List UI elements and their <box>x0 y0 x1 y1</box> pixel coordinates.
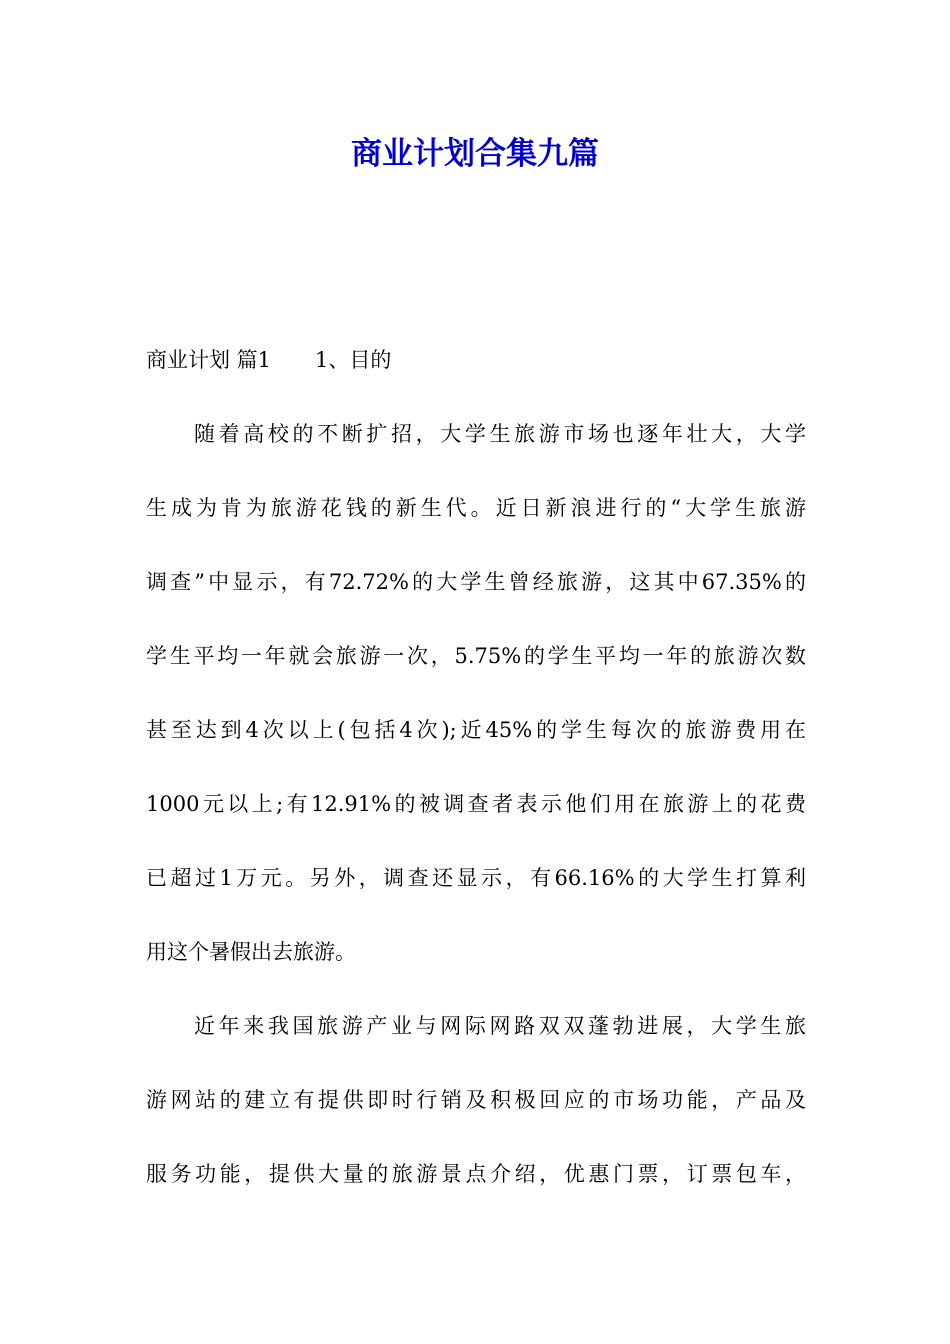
paragraph-line: 学生平均一年就会旅游一次，5.75%的学生平均一年的旅游次数 <box>146 644 806 668</box>
paragraph-line: 生成为肯为旅游花钱的新生代。近日新浪进行的“大学生旅游 <box>146 496 806 520</box>
section-heading <box>146 334 806 408</box>
paragraph-line: 近年来我国旅游产业与网际网路双双蓬勃进展，大学生旅 <box>194 1014 806 1038</box>
paragraph-line: 随着高校的不断扩招，大学生旅游市场也逐年壮大，大学 <box>194 422 806 446</box>
paragraph-line: 调查”中显示，有72.72%的大学生曾经旅游，这其中67.35%的 <box>146 570 806 594</box>
paragraph-line: 已超过1万元。另外，调查还显示，有66.16%的大学生打算利 <box>146 866 806 890</box>
paragraph-line: 服务功能，提供大量的旅游景点介绍，优惠门票，订票包车， <box>146 1162 806 1186</box>
paragraph-line: 甚至达到4次以上(包括4次);近45%的学生每次的旅游费用在 <box>146 718 806 742</box>
paragraph-line: 用这个暑假出去旅游。 <box>146 940 356 964</box>
section-subheading: 1、目的 <box>315 348 392 372</box>
paragraph-line: 游网站的建立有提供即时行销及积极回应的市场功能，产品及 <box>146 1088 806 1112</box>
document-body <box>146 334 806 1222</box>
document-title: 商业计划合集九篇 <box>351 136 599 172</box>
paragraph <box>146 1000 806 1222</box>
section-label: 商业计划 篇1 <box>146 348 272 372</box>
paragraph-line: 1000元以上;有12.91%的被调查者表示他们用在旅游上的花费 <box>146 792 806 816</box>
paragraph <box>146 408 806 1000</box>
